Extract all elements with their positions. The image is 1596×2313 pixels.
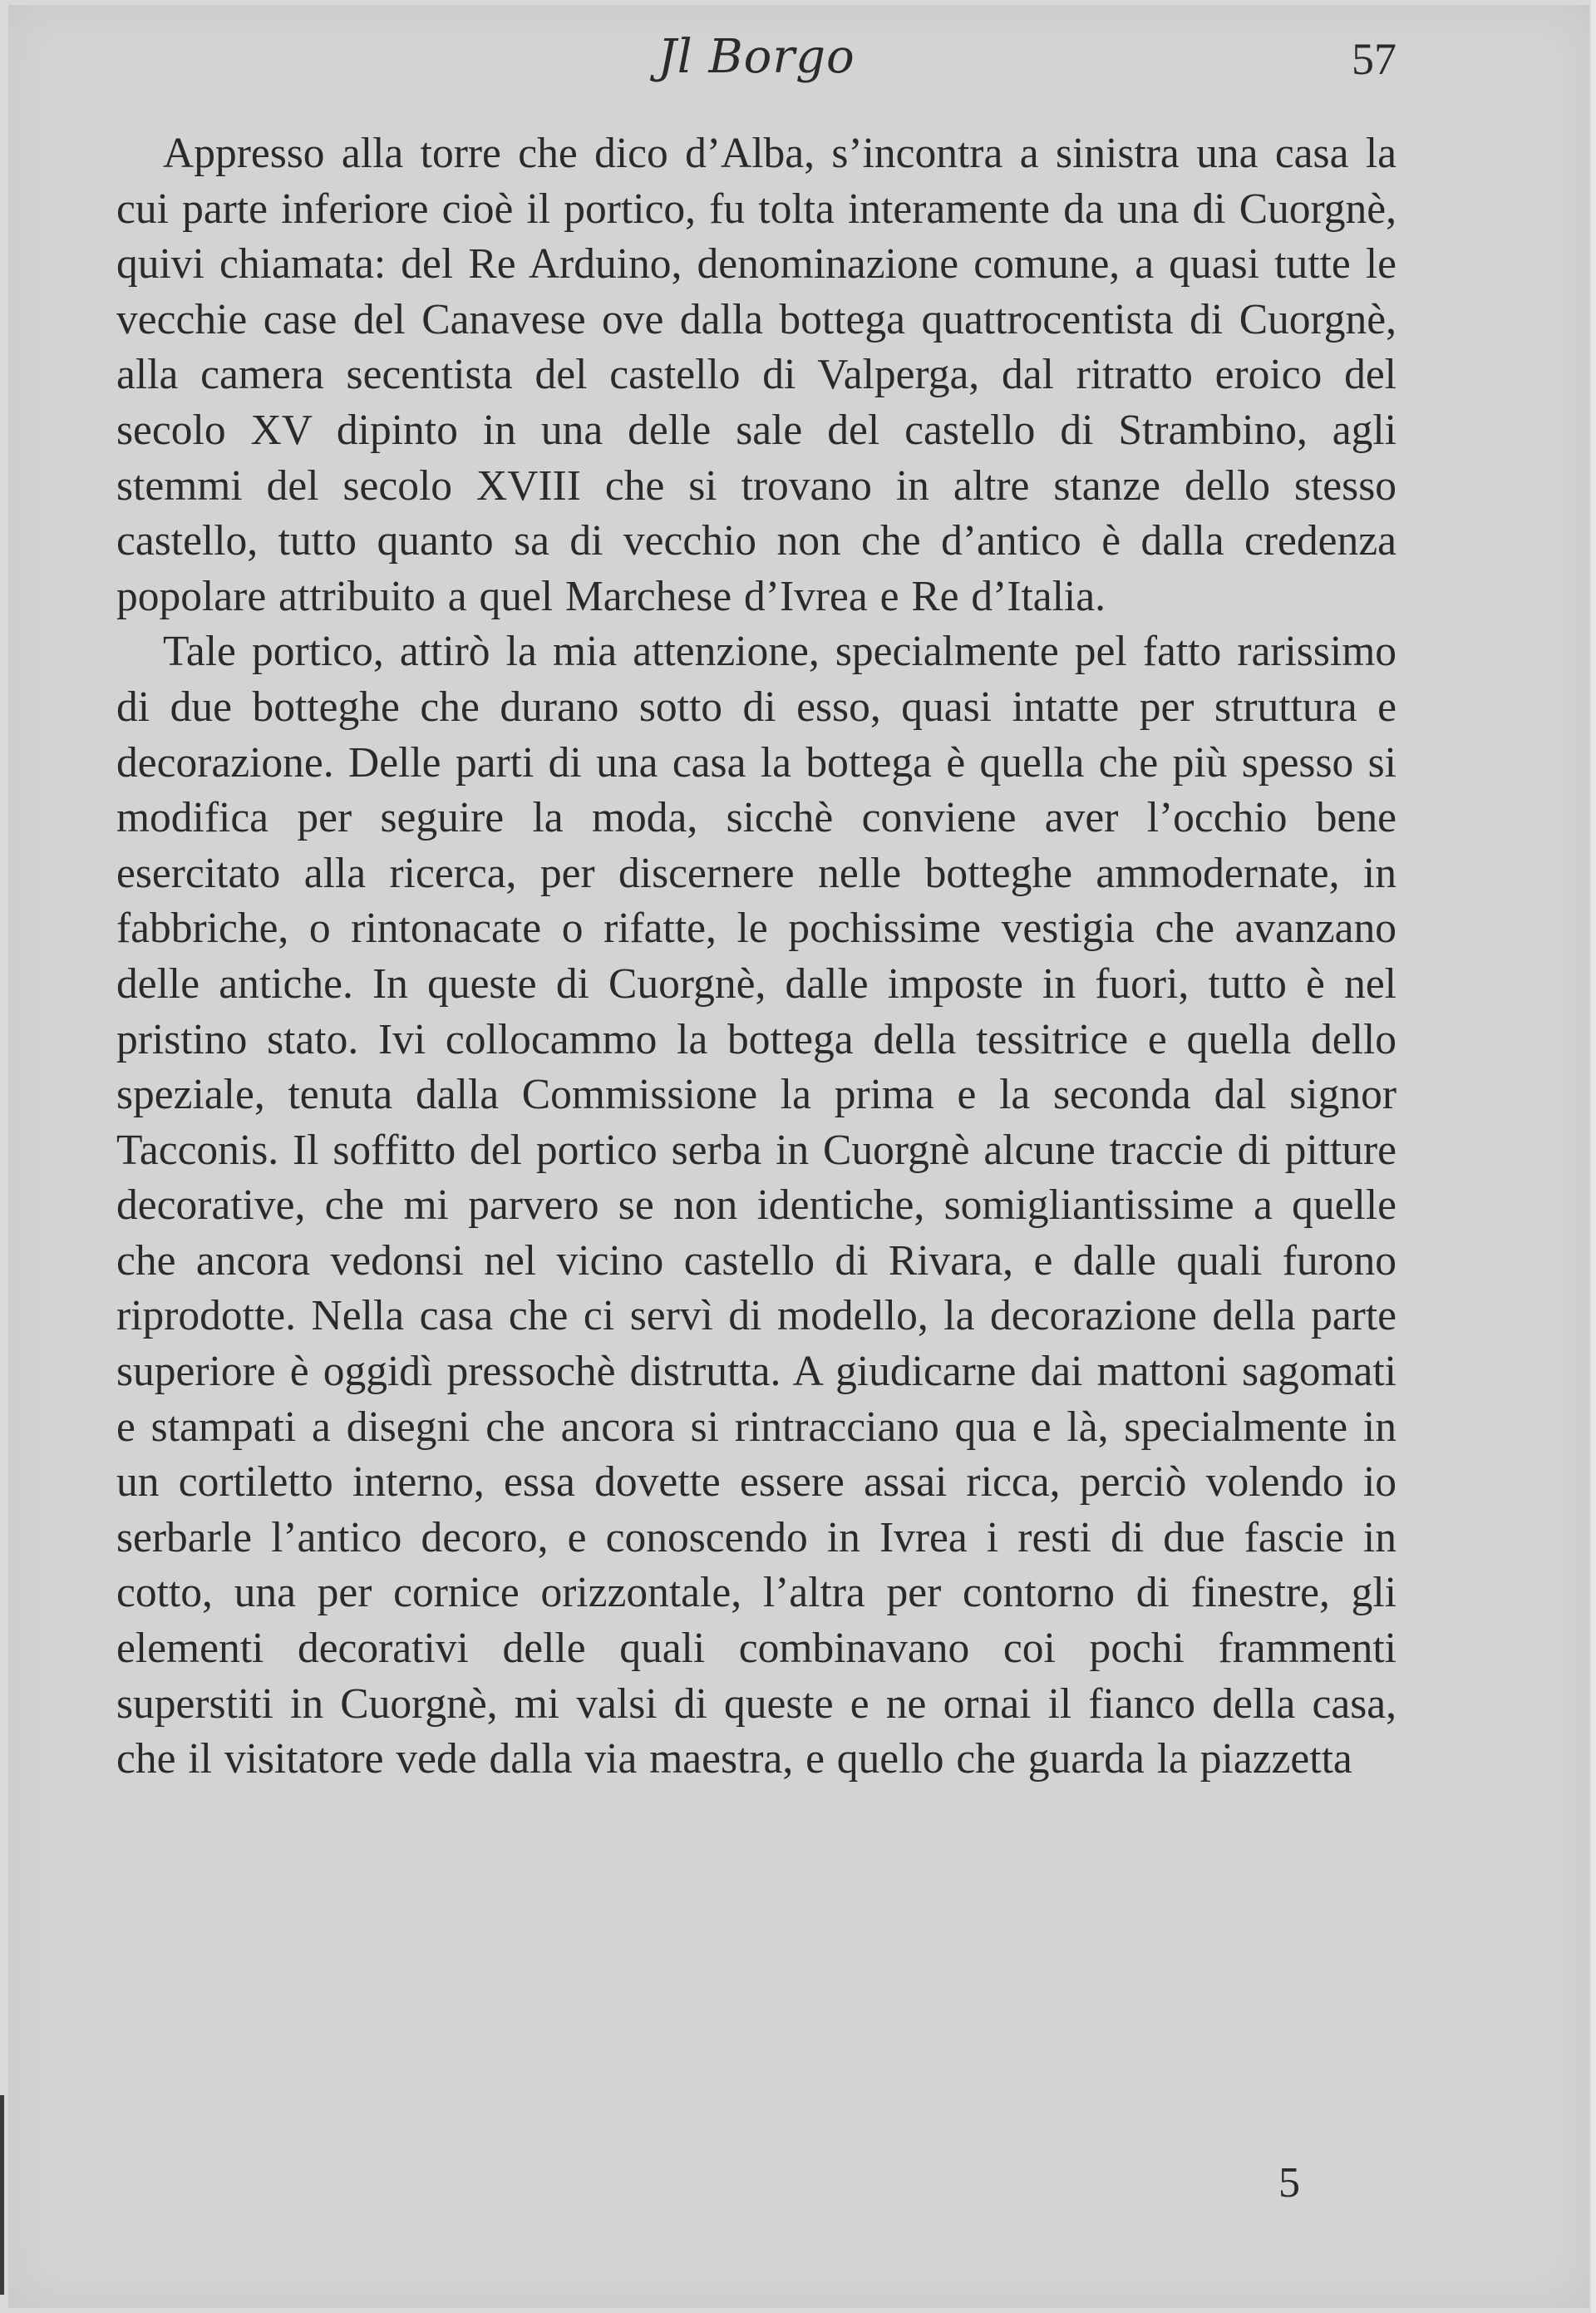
paragraph-2: Tale portico, attirò la mia attenzione, specialmente pel fatto rarissimo di due botteghe che durano sotto di esso, quasi intatte per struttura e decorazione. Delle parti di una casa la bottega è quella che più spesso si modifica per seguire la moda, sicchè conviene aver l’occhio bene esercitato alla ricerca, per discernere nelle botteghe ammodernate, in fabbriche, o rintonacate o rifatte, le pochissime vestigia che avanzano delle antiche. In queste di Cuorgnè, dalle imposte in fuori, tutto è nel pristino stato. Ivi collocammo la bottega della tessitrice e quella dello speziale, tenuta dalla Commissione la prima e la seconda dal signor Tacconis. Il soffitto del portico serba in Cuorgnè alcune traccie di pitture decorative, che mi parvero se non identiche, somigliantissime a quelle che ancora vedonsi nel vicino castello di Rivara, e dalle quali furono riprodotte. Nella casa che ci servì di modello, la decorazione della parte superiore è oggidì pressochè distrutta. A giudicarne dai mattoni sagomati e stampati a disegni che ancora si rintracciano qua e là, specialmente in un cortiletto interno, essa dovette essere assai ricca, perciò volendo io serbarle l’antico decoro, e conoscendo in Ivrea i resti di due fascie in cotto, una per cornice orizzontale, l’altra per contorno di finestre, gli elementi decorativi delle quali combinavano coi pochi frammenti superstiti in Cuorgnè, mi valsi di queste e ne ornai il fianco della casa, che il visitatore vede dalla via maestra, e quello che guarda la piazzetta	[116, 628, 1396, 1783]
scan-edge-left	[0, 2095, 4, 2295]
scan-edge-right	[1591, 0, 1596, 2313]
page-number: 57	[1352, 34, 1396, 84]
book-page	[8, 5, 1589, 2308]
body-text	[116, 126, 1396, 1788]
paragraph-1: Appresso alla torre che dico d’Alba, s’incontra a sinistra una casa la cui parte inferiore cioè il portico, fu tolta interamente da una di Cuorgnè, quivi chiamata: del Re Arduino, denominazione comune, a quasi tutte le vecchie case del Canavese ove dalla bottega quattrocentista di Cuorgnè, alla camera secentista del castello di Valperga, dal ritratto eroico del secolo XV dipinto in una delle sale del castello di Strambino, agli stemmi del secolo XVIII che si trovano in altre stanze dello stesso castello, tutto quanto sa di vecchio non che d’antico è dalla credenza popolare attribuito a quel Marchese d’Ivrea e Re d’Italia.	[116, 130, 1396, 620]
running-head: Jl Borgo	[658, 30, 855, 84]
signature-mark: 5	[1278, 2159, 1300, 2207]
page-header	[116, 22, 1396, 105]
